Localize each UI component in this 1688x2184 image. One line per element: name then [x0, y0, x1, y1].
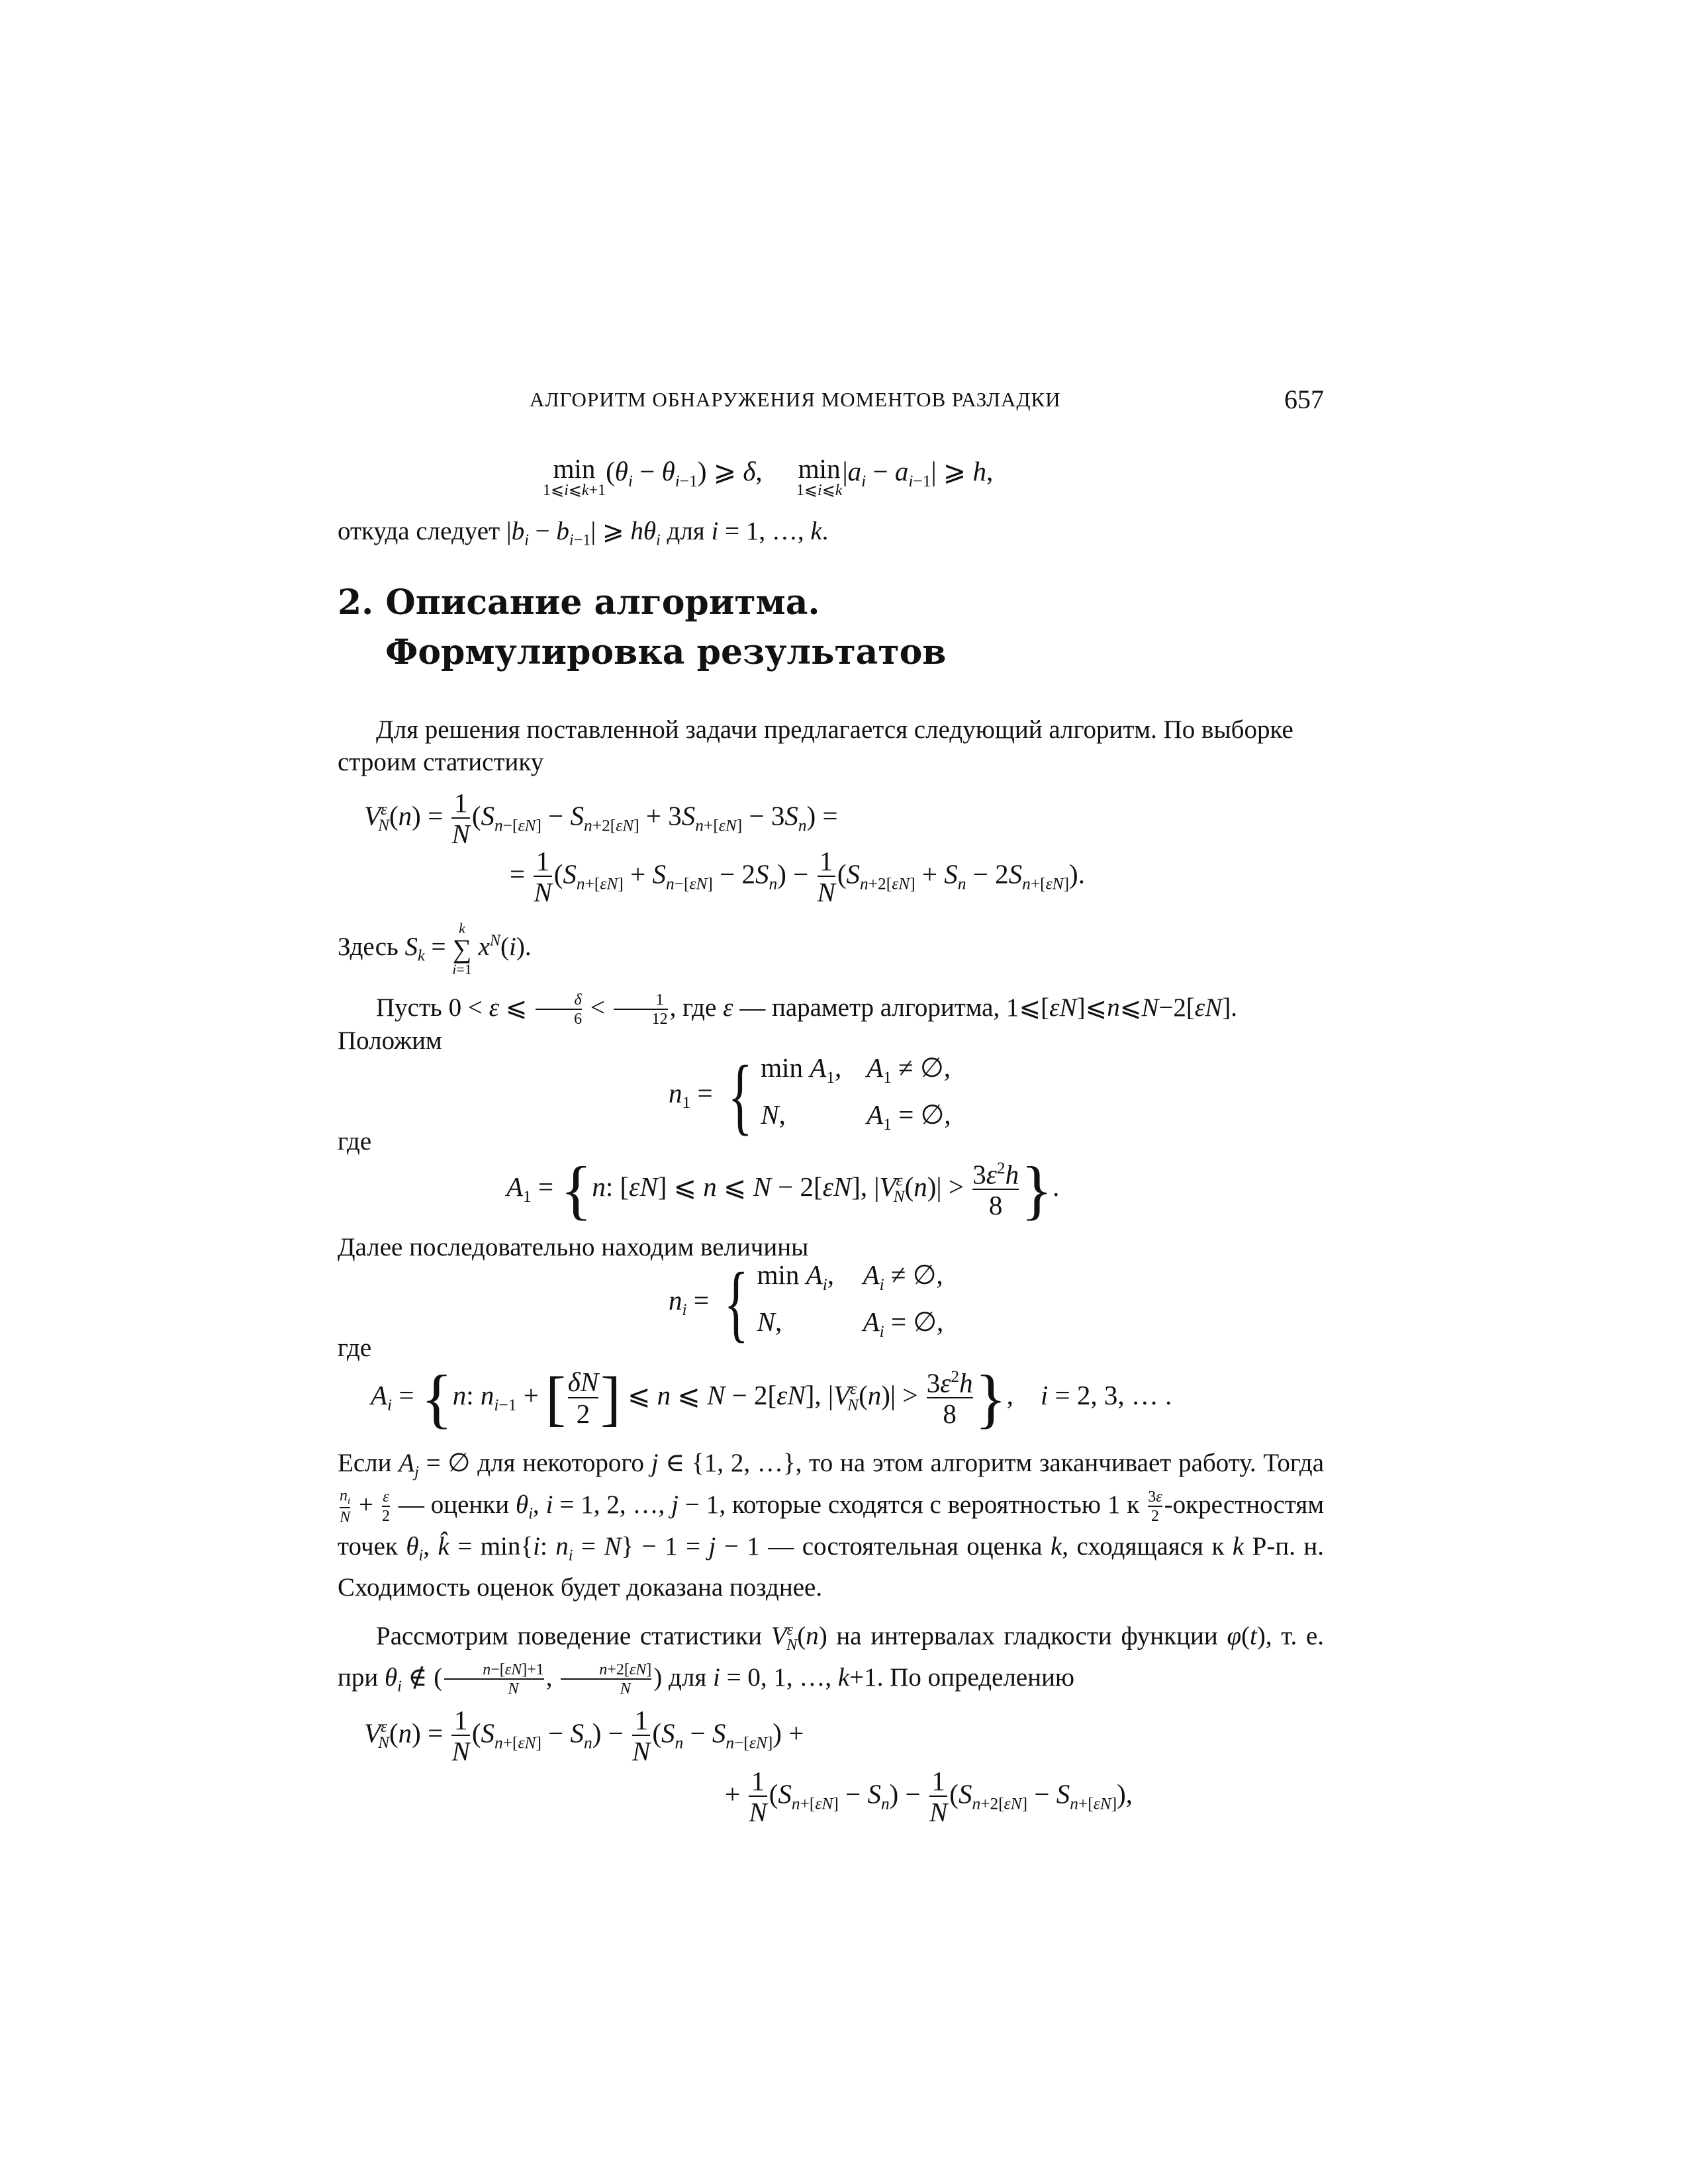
ni-definition: $n_i$ = { $\min A_i$, $A_i$ ≠ ∅, N, $A_i$ = ∅, — [669, 1255, 944, 1351]
section-number: 2. — [338, 582, 374, 623]
expansion-formula-line2: + $\frac{1}{N}$ $(S_{n+[\varepsilon N]} - S_n)$ − $\frac{1}{N}$ $(S_{n+2[\varepsilon N]} - S_{n+[\varepsilon N]})$, — [725, 1766, 1133, 1828]
further-paragraph: Далее последовательно находим величины — [338, 1233, 809, 1261]
if-text-4: — оценки — [398, 1490, 510, 1520]
expansion-formula-line1: $V^\varepsilon_N(n)$ = $\frac{1}{N}$ $(S_{n+[\varepsilon N]} - S_n)$ − $\frac{1}{N}$ $(S_n - S_{n-[\varepsilon N]})$ + — [364, 1705, 804, 1767]
conclusion-prefix: откуда следует — [338, 517, 500, 545]
here-label: Здесь — [338, 932, 399, 961]
ai-definition: $A_i = \{n$: $n_{i-1}$ + [ $\frac{\delta N}{2}$ ] ⩽ n ⩽ N − 2[εN], $|V^\varepsilon_N(n)|$ > $\frac{3\varepsilon^2h}{8}$ }, i = 2, 3, … . — [371, 1361, 1172, 1435]
let-param: — параметр алгоритма, — [739, 993, 1000, 1022]
if-text-2: для некоторого — [477, 1449, 644, 1477]
consider-5: . По определению — [876, 1662, 1075, 1692]
conclusion-line: откуда следует $|b_i - b_{i-1}|$ ⩾ $h\theta_i$ для i = 1, …, k. — [338, 517, 829, 549]
section-heading — [338, 579, 820, 627]
if-text-7: — состоятельная оценка — [768, 1531, 1043, 1561]
min-conditions-formula: min 1⩽i⩽k+1 $(\theta_i - \theta_{i-1})$ ⩾ δ, min 1⩽i⩽k $|a_i - a_{i-1}|$ ⩾ h, — [543, 453, 994, 499]
running-header — [338, 384, 1324, 417]
running-title: АЛГОРИТМ ОБНАРУЖЕНИЯ МОМЕНТОВ РАЗЛАДКИ — [530, 388, 1061, 411]
consider-4: для — [669, 1662, 707, 1692]
where-label-2: где — [338, 1334, 372, 1362]
termination-paragraph: Если $A_j$ = ∅ для некоторого j ∈ {1, 2, …}, то на этом алгоритм заканчивает работу. Тогда $\frac{n_i}{N}$ + $\frac{\varepsilon}{2}$ — оценки $\theta_i$, i = 1, 2, …, j − 1, которые сходятся с вероятностью 1 к $\frac{3\varepsilon}{2}$ -окрестностям точек $\theta_i$, k̂ = min{i: $n_i = N\} - 1 = j - 1$ — состоятельная оценка k, сходящаяся к k Р-п. н. Сходимость оценок будет доказана позднее. — [338, 1449, 1325, 1602]
section-title-line2: Формулировка результатов — [385, 632, 947, 672]
consider-1: Рассмотрим поведение статистики — [376, 1621, 762, 1651]
consider-2: на интервалах гладкости функции — [836, 1621, 1218, 1651]
consider-3: , т. е. при — [338, 1621, 1324, 1692]
if-text-8: , сходящаяся к — [1062, 1531, 1225, 1561]
if-text-6: -окрестностям точек — [338, 1490, 1325, 1561]
consider-paragraph: Рассмотрим поведение статистики $V^\varepsilon_N(n)$ на интервалах гладкости функции φ(t), т. е. при $\theta_i$ ∉ ( $\frac{n-[\varepsilon N]+1}{N}$ , $\frac{n+2[\varepsilon N]}{N}$ ) для i = 0, 1, …, k+1. По определению — [338, 1621, 1324, 1698]
intro-paragraph: Для решения поставленной задачи предлагается следующий алгоритм. По выборке строим статистику — [338, 715, 1293, 776]
parameter-paragraph: Пусть 0 < ε ⩽ $\frac{\delta}{6}$ < $\frac{1}{12}$ , где ε — параметр алгоритма, 1⩽[εN]⩽n⩽N−2[εN]. — [376, 991, 1238, 1028]
conclusion-suffix: для — [667, 517, 705, 545]
if-text-9: Р-п. н. Сходимость оценок будет доказана позднее. — [338, 1531, 1325, 1602]
let-mid: , где — [669, 993, 717, 1022]
page-number: 657 — [1284, 385, 1324, 414]
statistic-formula-line2: = $\frac{1}{N}$ $(S_{n+[\varepsilon N]} + S_{n-[\varepsilon N]} - 2S_n)$ − $\frac{1}{N}$ $(S_{n+2[\varepsilon N]} + S_n - 2S_{n+[\varepsilon N]})$. — [510, 846, 1085, 908]
let-prefix: Пусть — [376, 993, 442, 1022]
if-text-5: , которые сходятся с вероятностью 1 к — [719, 1490, 1140, 1520]
put-label: Положим — [338, 1026, 442, 1055]
n1-definition: $n_1$ = { $\min A_1$, $A_1$ ≠ ∅, N, $A_1$ = ∅, — [669, 1048, 951, 1144]
where-label-1: где — [338, 1127, 372, 1156]
a1-definition: $A_1 = \{n$: [εN] ⩽ n ⩽ N − 2[εN], $|V^\varepsilon_N(n)|$ > $\frac{3\varepsilon^2h}{8}$ }. — [506, 1153, 1060, 1226]
sum-definition: Здесь $S_k$ = k ∑ i=1 $x^N(i)$. — [338, 920, 532, 978]
if-text-3: , то на этом алгоритм заканчивает работу. Тогда — [795, 1449, 1325, 1477]
if-text-1: Если — [338, 1449, 392, 1477]
statistic-formula-line1: $V^\varepsilon_N(n)$ = $\frac{1}{N}$ $(S_{n-[\varepsilon N]} - S_{n+2[\varepsilon N]} + 3S_{n+[\varepsilon N]} - 3S_n)$ = — [364, 788, 838, 850]
section-heading-line2 — [385, 629, 946, 676]
section-title-line1: Описание алгоритма. — [385, 582, 820, 623]
